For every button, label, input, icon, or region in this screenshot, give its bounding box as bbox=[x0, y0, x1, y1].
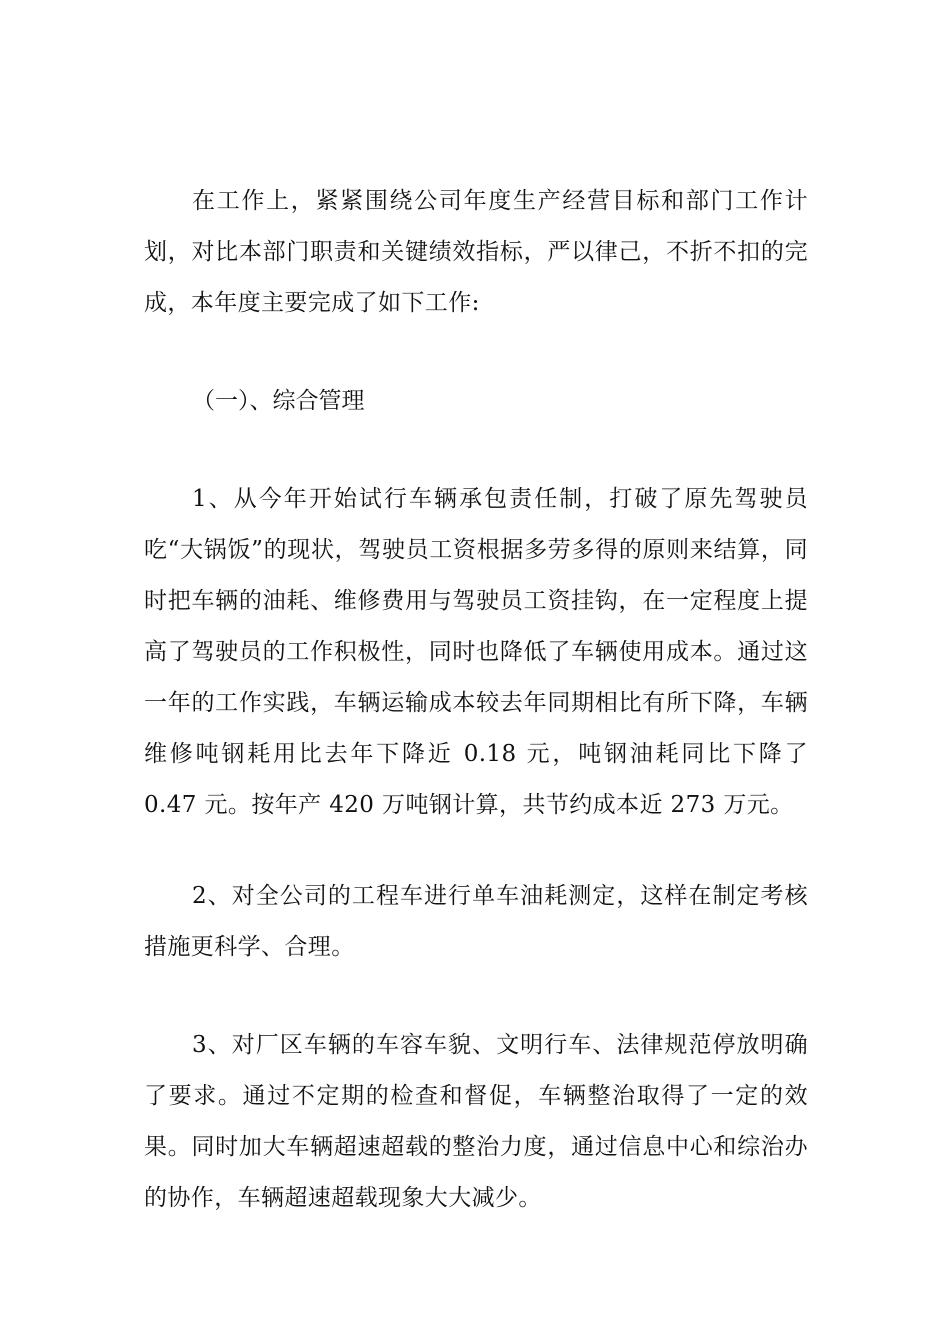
item-paragraph-1: 1、从今年开始试行车辆承包责任制，打破了原先驾驶员吃“大锅饭”的现状，驾驶员工资根据多劳多得的原则来结算，同时把车辆的油耗、维修费用与驾驶员工资挂钩，在一定程度上提高了驾驶员的工作积极性，同时也降低了车辆使用成本。通过这一年的工作实践，车辆运输成本较去年同期相比有所下降，车辆维修吨钢耗用比去年下降近 0.18 元，吨钢油耗同比下降了 0.47 元。按年产 420 万吨钢计算，共节约成本近 273 万元。 bbox=[144, 486, 808, 818]
item-paragraph-2: 2、对全公司的工程车进行单车油耗测定，这样在制定考核措施更科学、合理。 bbox=[144, 883, 808, 960]
item-paragraph-3: 3、对厂区车辆的车容车貌、文明行车、法律规范停放明确了要求。通过不定期的检查和督促，车辆整治取得了一定的效果。同时加大车辆超速超载的整治力度，通过信息中心和综治办的协作，车辆超速超载现象大大减少。 bbox=[144, 1032, 808, 1211]
intro-paragraph: 在工作上，紧紧围绕公司年度生产经营目标和部门工作计划，对比本部门职责和关键绩效指标，严以律己，不折不扣的完成，本年度主要完成了如下工作: bbox=[144, 188, 808, 316]
section-heading: （一）、综合管理 bbox=[192, 388, 365, 414]
